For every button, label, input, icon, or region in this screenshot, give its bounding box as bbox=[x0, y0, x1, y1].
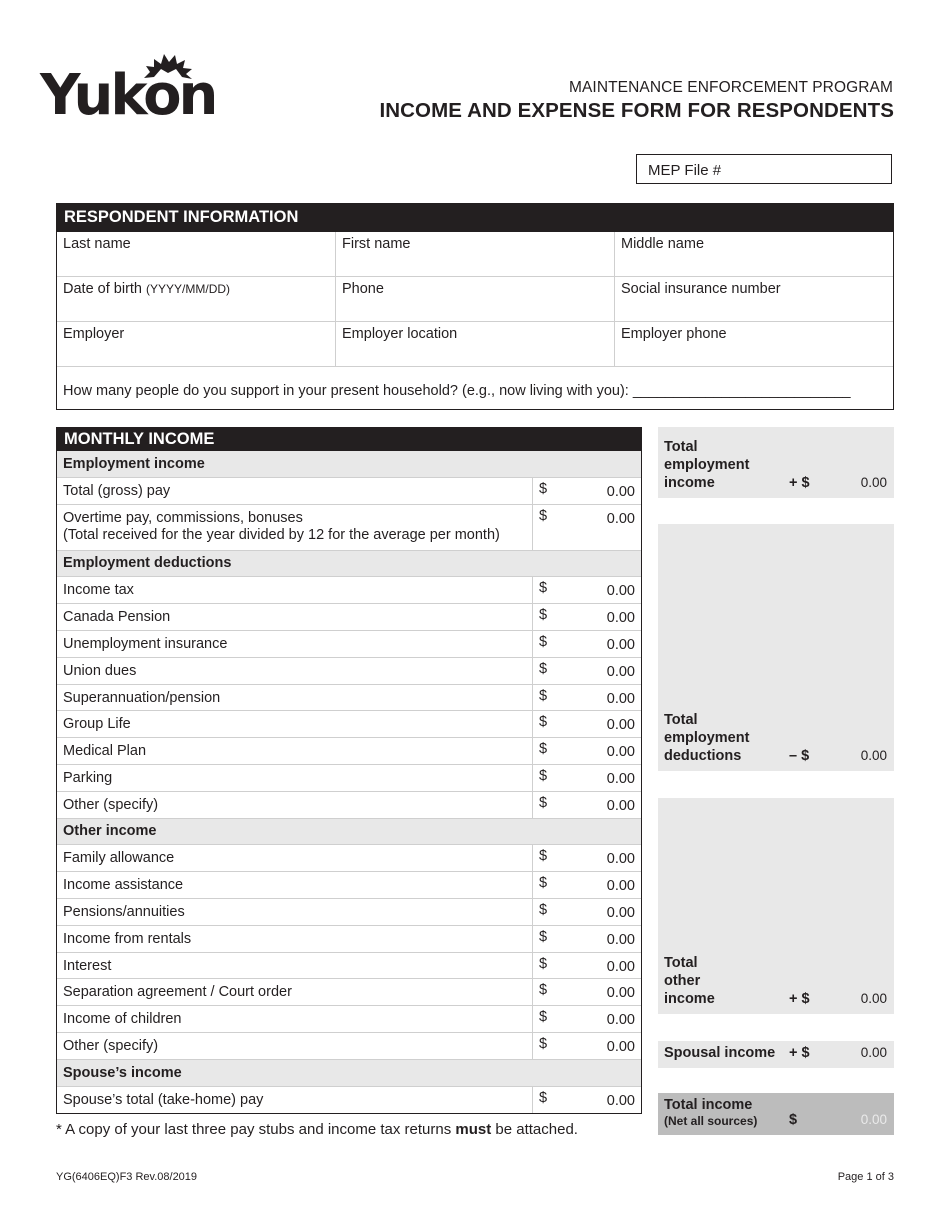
mep-file-field[interactable] bbox=[636, 154, 892, 184]
monthly-income-table bbox=[56, 427, 642, 1114]
total-other-income-box: Total other income + $ 0.00 bbox=[658, 798, 894, 1014]
yukon-logo: Yukon bbox=[40, 52, 215, 127]
total-employment-deductions-value[interactable]: 0.00 bbox=[860, 748, 887, 763]
form-title: INCOME AND EXPENSE FORM FOR RESPONDENTS bbox=[379, 99, 894, 122]
attachment-note: * A copy of your last three pay stubs and income tax returns must be attached. bbox=[56, 1121, 578, 1138]
household-count-field[interactable]: How many people do you support in your present household? (e.g., now living with you): ___________________________ bbox=[63, 383, 851, 399]
respondent-information-section bbox=[56, 203, 894, 410]
total-employment-deductions-box: Total employment deductions – $ 0.00 bbox=[658, 524, 894, 771]
amount-input[interactable]: 0.00 bbox=[606, 717, 635, 734]
subsection-heading: Employment income bbox=[57, 451, 641, 478]
table-row: Interest $ 0.00 bbox=[57, 953, 641, 980]
spousal-income-box: Spousal income + $ 0.00 bbox=[658, 1041, 894, 1068]
total-employment-income-box: Total employment income + $ 0.00 bbox=[658, 427, 894, 498]
amount-input[interactable]: 0.00 bbox=[606, 610, 635, 627]
amount-input[interactable]: 0.00 bbox=[606, 797, 635, 814]
subsection-heading: Other income bbox=[57, 819, 641, 846]
total-income-value[interactable]: 0.00 bbox=[860, 1112, 887, 1127]
table-row: Union dues $ 0.00 bbox=[57, 658, 641, 685]
amount-input[interactable]: 0.00 bbox=[606, 636, 635, 653]
amount-input[interactable]: 0.00 bbox=[606, 663, 635, 680]
respondent-row bbox=[57, 232, 893, 277]
total-other-income-value[interactable]: 0.00 bbox=[860, 991, 887, 1006]
table-row: Separation agreement / Court order $ 0.00 bbox=[57, 979, 641, 1006]
date-of-birth-field[interactable]: Date of birth (YYYY/MM/DD) bbox=[57, 277, 336, 321]
table-row: Medical Plan $ 0.00 bbox=[57, 738, 641, 765]
amount-input[interactable]: 0.00 bbox=[606, 931, 635, 948]
amount-input[interactable]: 0.00 bbox=[606, 958, 635, 975]
table-row: Total (gross) pay $ 0.00 bbox=[57, 478, 641, 505]
table-row: Spouse’s total (take-home) pay $ 0.00 bbox=[57, 1087, 641, 1114]
table-row: Other (specify) $ 0.00 bbox=[57, 1033, 641, 1060]
first-name-field[interactable]: First name bbox=[336, 232, 615, 276]
amount-input[interactable]: 0.00 bbox=[606, 851, 635, 868]
amount-input[interactable]: 0.00 bbox=[606, 510, 635, 527]
employer-phone-field[interactable]: Employer phone bbox=[621, 326, 727, 342]
table-row: Pensions/annuities $ 0.00 bbox=[57, 899, 641, 926]
table-row: Income assistance $ 0.00 bbox=[57, 872, 641, 899]
sin-field[interactable]: Social insurance number bbox=[621, 281, 781, 297]
phone-field[interactable]: Phone bbox=[336, 277, 615, 321]
table-row: Group Life $ 0.00 bbox=[57, 711, 641, 738]
amount-input[interactable]: 0.00 bbox=[606, 985, 635, 1002]
form-code: YG(6406EQ)F3 Rev.08/2019 bbox=[56, 1171, 198, 1183]
amount-input[interactable]: 0.00 bbox=[606, 1012, 635, 1029]
spousal-income-value[interactable]: 0.00 bbox=[860, 1045, 887, 1060]
amount-input[interactable]: 0.00 bbox=[606, 1092, 635, 1109]
table-row: Family allowance $ 0.00 bbox=[57, 845, 641, 872]
page-number: Page 1 of 3 bbox=[837, 1171, 894, 1183]
table-row: Income tax $ 0.00 bbox=[57, 577, 641, 604]
table-row: Parking $ 0.00 bbox=[57, 765, 641, 792]
total-employment-income-value[interactable]: 0.00 bbox=[860, 475, 887, 490]
amount-input[interactable]: 0.00 bbox=[606, 744, 635, 761]
amount-input[interactable]: 0.00 bbox=[606, 583, 635, 600]
table-row: Other (specify) $ 0.00 bbox=[57, 792, 641, 819]
respondent-row bbox=[57, 322, 893, 367]
table-row: Unemployment insurance $ 0.00 bbox=[57, 631, 641, 658]
date-format-hint: (YYYY/MM/DD) bbox=[146, 282, 231, 296]
mep-file-label: MEP File # bbox=[648, 162, 722, 179]
total-income-box: Total income (Net all sources) $ 0.00 bbox=[658, 1093, 894, 1135]
program-name: MAINTENANCE ENFORCEMENT PROGRAM bbox=[568, 79, 893, 96]
section-header: MONTHLY INCOME bbox=[57, 427, 641, 451]
respondent-row bbox=[57, 277, 893, 322]
amount-input[interactable]: 0.00 bbox=[606, 1038, 635, 1055]
employer-location-field[interactable]: Employer location bbox=[336, 322, 615, 366]
amount-input[interactable]: 0.00 bbox=[606, 904, 635, 921]
last-name-field[interactable]: Last name bbox=[57, 232, 336, 276]
table-row: Superannuation/pension $ 0.00 bbox=[57, 685, 641, 712]
employer-field[interactable]: Employer bbox=[57, 322, 336, 366]
table-row: Canada Pension $ 0.00 bbox=[57, 604, 641, 631]
amount-input[interactable]: 0.00 bbox=[606, 770, 635, 787]
amount-input[interactable]: 0.00 bbox=[606, 690, 635, 707]
table-row: Income from rentals $ 0.00 bbox=[57, 926, 641, 953]
table-row: Overtime pay, commissions, bonuses (Total received for the year divided by 12 for the average per month) $ 0.00 bbox=[57, 505, 641, 551]
subsection-heading: Employment deductions bbox=[57, 551, 641, 578]
table-row: Income of children $ 0.00 bbox=[57, 1006, 641, 1033]
amount-input[interactable]: 0.00 bbox=[606, 878, 635, 895]
amount-input[interactable]: 0.00 bbox=[606, 483, 635, 500]
subsection-heading: Spouse’s income bbox=[57, 1060, 641, 1087]
section-header: RESPONDENT INFORMATION bbox=[57, 203, 893, 232]
middle-name-field[interactable]: Middle name bbox=[621, 236, 705, 252]
